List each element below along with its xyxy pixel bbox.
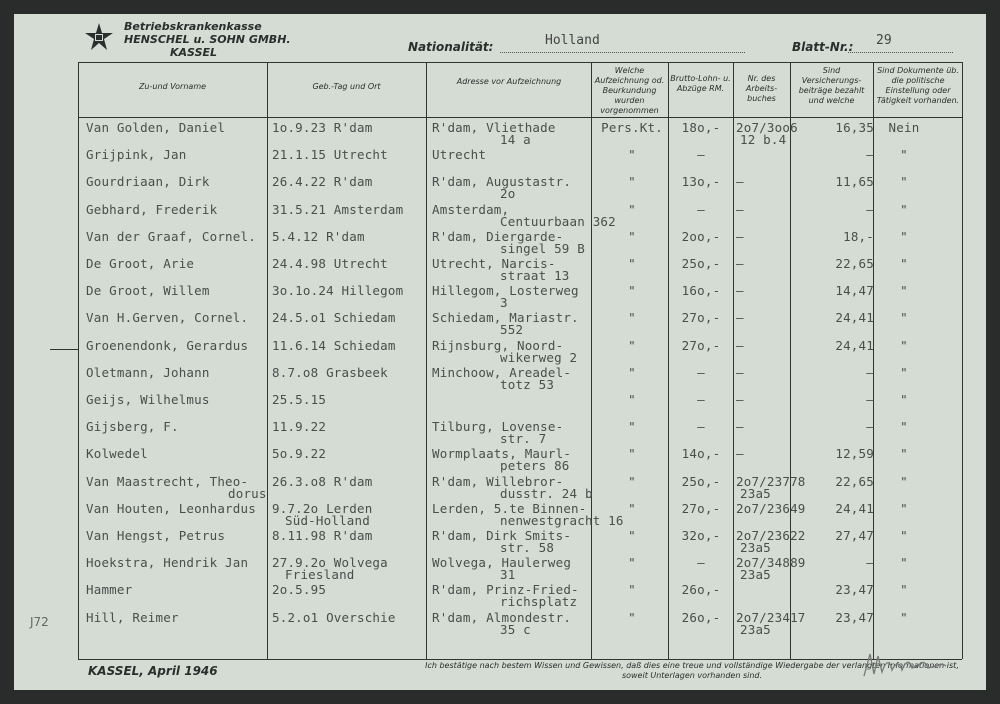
cell-workbook: 2o7/23622 [736,528,806,543]
cell-birth: 5o.9.22 [272,446,327,462]
cell-workbook: – [736,201,744,217]
cell-address-line-2: str. 58 [500,540,555,555]
cell-workbook: 2o7/23778 [736,473,806,489]
cell-birth: 26.3.o8 R'dam [272,473,373,489]
cell-birth: 1o.9.23 R'dam [272,120,373,135]
cell-insurance: – [866,147,874,163]
cell-insurance: – [866,419,874,435]
column-header-documents: Sind Dokumente üb. die politische Einstellung oder Tätigkeit vorhanden. [876,66,960,105]
cell-workbook: – [736,364,744,380]
company-line-3: KASSEL [170,46,218,59]
cell-name: Geijs, Wilhelmus [86,392,210,407]
cell-address: R'dam, Almondestr. [432,609,572,625]
cell-name: Gourdriaan, Dirk [86,174,210,190]
cell-address: R'dam, Willebror- [432,473,564,489]
column-header-birth: Geb.-Tag und Ort [312,82,381,91]
cell-address-line-2: 3 [500,295,508,311]
cell-record: " [628,446,636,462]
cell-name: Oletmann, Johann [86,364,210,380]
cell-wage: 27o,- [681,337,721,353]
cell-address-line-2: 14 a [500,132,531,147]
nationality-label: Nationalität: [408,40,494,54]
cell-insurance: 24,41 [835,500,874,516]
cell-address: R'dam, Diergarde- [432,228,564,244]
cell-address: Wolvega, Haulerweg [432,555,572,571]
cell-address: R'dam, Vliethade [432,120,556,135]
cell-birth: 3o.1o.24 Hillegom [272,283,404,299]
cell-insurance: – [866,364,874,380]
cell-documents: " [900,609,908,625]
cell-documents: " [900,500,908,516]
margin-tick [50,349,78,350]
cell-record: " [628,609,636,625]
company-star-logo [84,22,114,52]
cell-record: Pers.Kt. [601,120,663,135]
nationality-value: Holland [545,33,600,48]
cell-wage: – [697,147,705,163]
cell-insurance: 16,35 [835,120,874,135]
col-border [733,62,734,659]
cell-insurance: – [866,555,874,571]
cell-birth: 5.4.12 R'dam [272,228,365,244]
cell-record: " [628,310,636,326]
table-bottom-border [78,659,962,660]
cell-workbook: – [736,174,744,190]
cell-birth: 24.4.98 Utrecht [272,256,388,271]
cell-workbook: – [736,392,744,407]
cell-insurance: 27,47 [835,528,874,543]
cell-workbook: – [736,228,744,244]
col-border [591,62,592,659]
cell-wage: 14o,- [681,446,721,462]
cell-address-line-2: str. 7 [500,431,547,447]
cell-insurance: 23,47 [835,609,874,625]
cell-address-line-2: 2o [500,186,516,202]
cell-workbook-line-2: 23a5 [740,567,771,583]
cell-name: Van der Graaf, Cornel. [86,228,256,244]
cell-documents: " [900,555,908,571]
header-bottom-border [78,117,962,118]
cell-documents: " [900,174,908,190]
cell-address: Hillegom, Losterweg [432,283,579,299]
cell-wage: 18o,- [681,120,721,135]
column-header-workbook: Nr. des Arbeits-buches [745,74,778,103]
cell-address: Minchoow, Areadel- [432,364,572,380]
cell-address-line-2: straat 13 [500,268,570,283]
cell-birth: 24.5.o1 Schiedam [272,310,396,326]
cell-birth: 31.5.21 Amsterdam [272,201,404,217]
nationality-line [500,52,745,53]
cell-record: " [628,528,636,543]
cell-name: Kolwedel [86,446,148,462]
cell-name-line-2: dorus [228,485,267,501]
cell-record: " [628,147,636,163]
cell-documents: " [900,283,908,299]
margin-note: J72 [30,615,49,629]
cell-address-line-2: wikerweg 2 [500,349,578,365]
cell-record: " [628,473,636,489]
cell-name: De Groot, Arie [86,256,195,271]
cell-birth: 8.11.98 R'dam [272,528,373,543]
cell-birth: 27.9.2o Wolvega [272,555,388,571]
cell-insurance: 22,65 [835,473,874,489]
cell-documents: " [900,419,908,435]
column-header-wage: Brutto-Lohn- u. Abzüge RM. [670,74,731,93]
column-header-address: Adresse vor Aufzeichnung [456,77,562,86]
cell-insurance: – [866,392,874,407]
cell-insurance: 22,65 [835,256,874,271]
cell-record: " [628,337,636,353]
cell-documents: " [900,364,908,380]
cell-birth: 2o.5.95 [272,582,327,598]
cell-workbook-line-2: 23a5 [740,485,771,501]
cell-address: R'dam, Prinz-Fried- [432,582,579,598]
cell-name: Van Hengst, Petrus [86,528,226,543]
cell-workbook: – [736,256,744,271]
cell-record: " [628,419,636,435]
cell-wage: 27o,- [681,310,721,326]
cell-address: Tilburg, Lovense- [432,419,564,435]
cell-documents: " [900,256,908,271]
cell-wage: – [697,364,705,380]
cell-wage: 27o,- [681,500,721,516]
cell-address-line-2: 552 [500,322,524,338]
cell-address: Lerden, 5.te Binnen- [432,500,587,516]
cell-name: Van Houten, Leonhardus [86,500,256,516]
cell-name: Grijpink, Jan [86,147,187,163]
col-border [668,62,669,659]
cell-record: " [628,228,636,244]
cell-address: Rijnsburg, Noord- [432,337,564,353]
cell-address: Amsterdam, [432,201,510,217]
cell-birth-line-2: Friesland [285,567,355,583]
cell-insurance: 12,59 [835,446,874,462]
cell-insurance: 11,65 [835,174,874,190]
cell-record: " [628,364,636,380]
cell-address: Utrecht [432,147,487,163]
cell-name: Hill, Reimer [86,609,179,625]
cell-documents: " [900,528,908,543]
cell-record: " [628,283,636,299]
cell-workbook: 2o7/3oo6 [736,120,798,135]
cell-record: " [628,500,636,516]
cell-documents: " [900,201,908,217]
cell-documents: " [900,310,908,326]
cell-birth: 9.7.2o Lerden [272,500,373,516]
cell-documents: " [900,446,908,462]
col-border [267,62,268,659]
cell-wage: – [697,419,705,435]
cell-documents: " [900,337,908,353]
cell-name: Hoekstra, Hendrik Jan [86,555,249,571]
cell-workbook: – [736,446,744,462]
cell-wage: 25o,- [681,473,721,489]
cell-documents: " [900,147,908,163]
company-line-1: Betriebskrankenkasse [124,20,262,33]
cell-wage: – [697,555,705,571]
cell-address-line-2: dusstr. 24 b [500,485,593,501]
cell-address-line-2: totz 53 [500,376,555,392]
col-border [426,62,427,659]
cell-insurance: 18,- [843,228,874,244]
cell-record: " [628,256,636,271]
cell-wage: 25o,- [681,256,721,271]
cell-documents: " [900,228,908,244]
company-header [124,20,291,59]
cell-record: " [628,201,636,217]
cell-birth: 26.4.22 R'dam [272,174,373,190]
cell-wage: 13o,- [681,174,721,190]
cell-address: Wormplaats, Maurl- [432,446,572,462]
cell-record: " [628,392,636,407]
cell-address: R'dam, Augustastr. [432,174,572,190]
cell-documents: " [900,392,908,407]
cell-workbook: – [736,419,744,435]
cell-workbook: 2o7/34889 [736,555,806,571]
cell-name: Van H.Gerven, Cornel. [86,310,249,326]
cell-name: De Groot, Willem [86,283,210,299]
cell-record: " [628,555,636,571]
cell-workbook-line-2: 23a5 [740,540,771,555]
cell-workbook: – [736,283,744,299]
cell-name: Van Golden, Daniel [86,120,226,135]
cell-address: Schiedam, Mariastr. [432,310,579,326]
cell-name: Gebhard, Frederik [86,201,218,217]
company-line-2: HENSCHEL u. SOHN GMBH. [124,33,291,46]
cell-record: " [628,582,636,598]
cell-workbook: – [736,337,744,353]
cell-wage: 2oo,- [681,228,721,244]
cell-wage: – [697,392,705,407]
cell-insurance: – [866,201,874,217]
cell-name: Gijsberg, F. [86,419,179,435]
signature [860,646,950,682]
cell-wage: – [697,201,705,217]
cell-birth: 21.1.15 Utrecht [272,147,388,163]
cell-address: Utrecht, Narcis- [432,256,556,271]
cell-insurance: 14,47 [835,283,874,299]
col-border [962,62,963,659]
cell-birth-line-2: Süd-Holland [285,512,370,528]
column-header-record: Welche Aufzeichnung od. Beurkundung wurden vorgenommen [594,66,665,115]
cell-record: " [628,174,636,190]
cell-workbook: 2o7/23417 [736,609,806,625]
sheet-number-value: 29 [876,33,892,48]
footer-place-date: KASSEL, April 1946 [88,664,218,678]
cell-insurance: 23,47 [835,582,874,598]
cell-documents: " [900,582,908,598]
cell-birth: 25.5.15 [272,392,327,407]
cell-workbook-line-2: 12 b.4 [740,132,787,147]
footer-certification: Ich bestätige nach bestem Wissen und Gewissen, daß dies eine treue und vollständige Wiedergabe der verlangten Informationen ist, soweit Unterlagen vorhanden sind. [425,661,959,680]
column-header-name: Zu-und Vorname [138,82,207,91]
cell-birth: 8.7.o8 Grasbeek [272,364,388,380]
cell-wage: 26o,- [681,582,721,598]
cell-wage: 32o,- [681,528,721,543]
cell-address-line-2: 35 c [500,621,531,637]
cell-wage: 26o,- [681,609,721,625]
cell-documents: " [900,473,908,489]
cell-address-line-2: singel 59 B [500,240,585,256]
cell-name: Hammer [86,582,133,598]
col-border [78,62,79,659]
cell-address-line-2: 31 [500,567,516,583]
cell-documents: Nein [888,120,920,135]
table-top-border [78,62,962,63]
cell-name: Groenendonk, Gerardus [86,337,249,353]
cell-workbook: – [736,310,744,326]
cell-address-line-2: richsplatz [500,594,578,610]
sheet-number-line [848,52,953,53]
cell-birth: 11.6.14 Schiedam [272,337,396,353]
cell-name: Van Maastrecht, Theo- [86,473,249,489]
cell-address-line-2: peters 86 [500,458,570,474]
column-header-insurance: Sind Versicherungs-beiträge bezahlt und welche [798,66,865,105]
cell-address-line-2: nenwestgracht 16 [500,512,624,528]
sheet-number-label: Blatt-Nr.: [792,40,854,54]
cell-wage: 16o,- [681,283,721,299]
cell-insurance: 24,41 [835,310,874,326]
cell-address-line-2: Centuurbaan 362 [500,213,616,229]
cell-birth: 11.9.22 [272,419,327,435]
cell-workbook-line-2: 23a5 [740,621,771,637]
cell-insurance: 24,41 [835,337,874,353]
cell-address: R'dam, Dirk Smits- [432,528,572,543]
cell-birth: 5.2.o1 Overschie [272,609,396,625]
cell-workbook: 2o7/23649 [736,500,806,516]
